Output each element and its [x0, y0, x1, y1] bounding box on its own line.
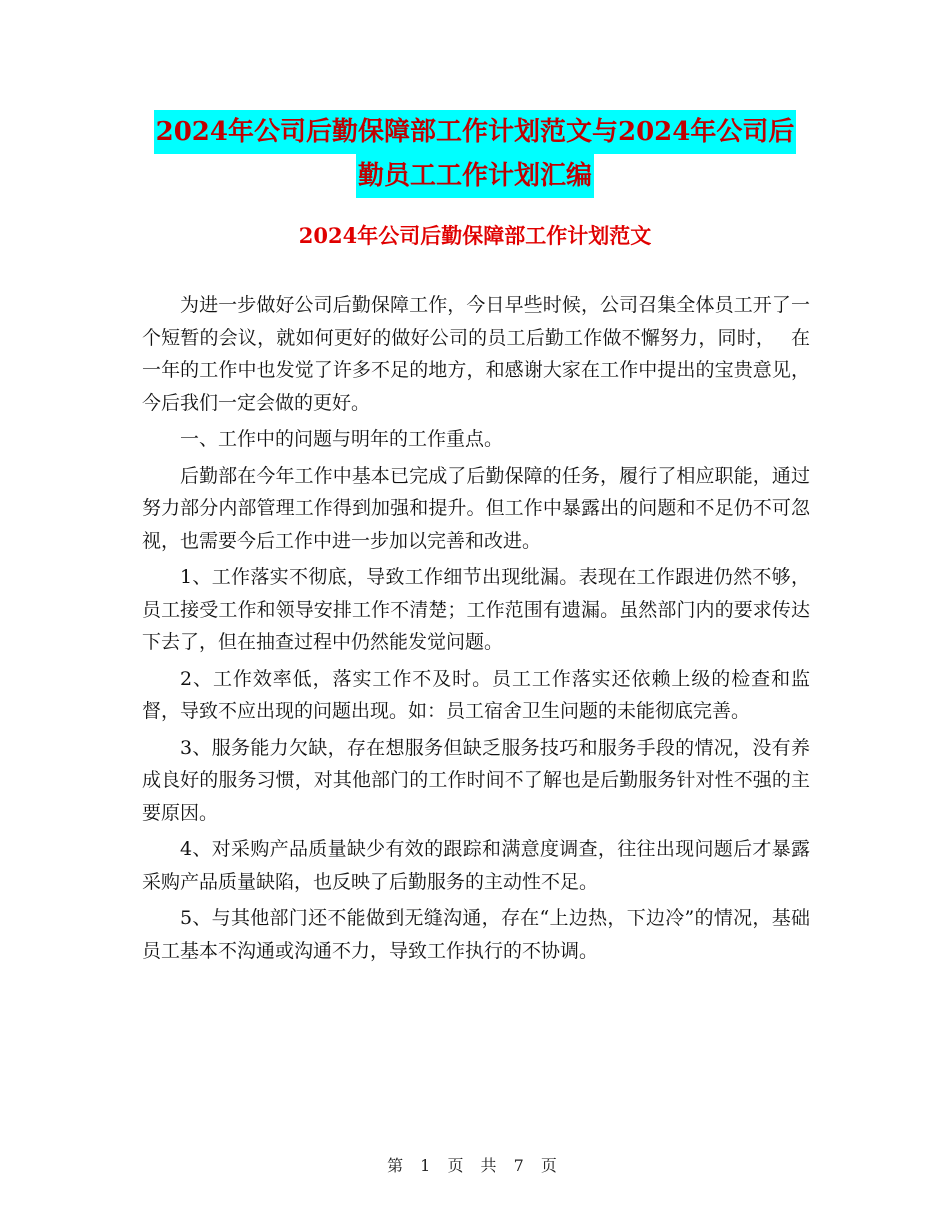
paragraph-intro: 为进一步做好公司后勤保障工作，今日早些时候，公司召集全体员工开了一个短暂的会议，就如何更好的做好公司的员工后勤工作做不懈努力，同时， 在一年的工作中也发觉了许多不足的地方，和感谢大家在工作中提出的宝贵意见，今后我们一定会做的更好。	[142, 294, 810, 414]
section-subtitle: 2024年公司后勤保障部工作计划范文	[298, 223, 652, 248]
page-footer: 第 1 页 共 7 页	[387, 1156, 563, 1175]
paragraph-item-5: 5、与其他部门还不能做到无缝沟通，存在“上边热，下边冷”的情况，基础员工基本不沟通或沟通不力，导致工作执行的不协调。	[142, 907, 810, 962]
paragraph-item-1: 1、工作落实不彻底，导致工作细节出现纰漏。表现在工作跟进仍然不够，员工接受工作和领导安排工作不清楚；工作范围有遗漏。虽然部门内的要求传达下去了，但在抽查过程中仍然能发觉问题。	[142, 566, 810, 653]
title-line-1: 2024年公司后勤保障部工作计划范文与2024年公司后	[154, 110, 797, 154]
paragraph-item-3: 3、服务能力欠缺，存在想服务但缺乏服务技巧和服务手段的情况，没有养成良好的服务习惯，对其他部门的工作时间不了解也是后勤服务针对性不强的主要原因。	[142, 736, 810, 824]
paragraph-item-4: 4、对采购产品质量缺少有效的跟踪和满意度调查，往往出现问题后才暴露采购产品质量缺陷，也反映了后勤服务的主动性不足。	[142, 838, 810, 893]
document-body	[142, 289, 810, 971]
title-line-2: 勤员工工作计划汇编	[356, 154, 594, 198]
document-title	[0, 110, 950, 198]
paragraph-summary: 后勤部在今年工作中基本已完成了后勤保障的任务，履行了相应职能，通过努力部分内部管理工作得到加强和提升。但工作中暴露出的问题和不足仍不可忽视，也需要今后工作中进一步加以完善和改进。	[142, 464, 810, 552]
paragraph-heading-1: 一、工作中的问题与明年的工作重点。	[180, 428, 504, 450]
paragraph-item-2: 2、工作效率低，落实工作不及时。员工工作落实还依赖上级的检查和监督，导致不应出现的问题出现。如：员工宿舍卫生问题的未能彻底完善。	[142, 667, 810, 722]
